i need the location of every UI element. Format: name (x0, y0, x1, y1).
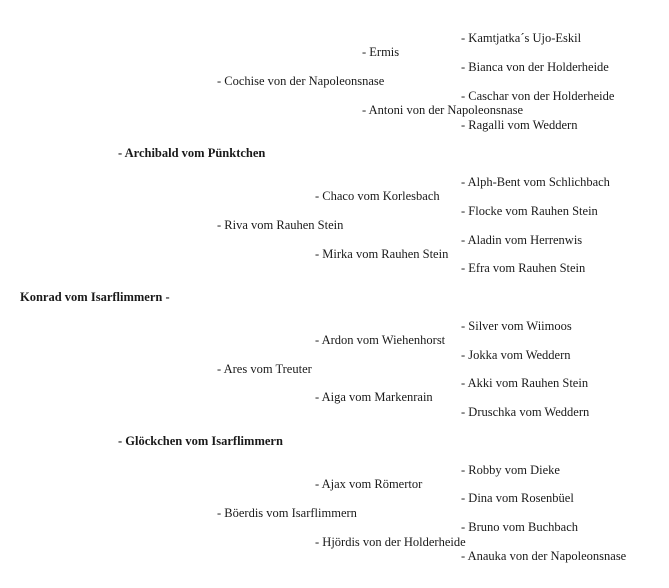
ancestor-gen3-1: - Ermis (362, 45, 400, 59)
ancestor-gen4-1: - Kamtjatka´s Ujo-Eskil (461, 31, 582, 45)
ancestor-gen4-6: - Flocke vom Rauhen Stein (461, 204, 598, 218)
ancestor-gen4-7: - Aladin vom Herrenwis (461, 233, 583, 247)
ancestor-gen3-7: - Ajax vom Römertor (315, 477, 423, 491)
ancestor-gen4-15: - Bruno vom Buchbach (461, 520, 578, 534)
dam-name: - Glöckchen vom Isarflimmern (118, 434, 283, 448)
sire-name: - Archibald vom Pünktchen (118, 146, 266, 160)
ancestor-gen4-14: - Dina vom Rosenbüel (461, 491, 574, 505)
ancestor-gen4-9: - Silver vom Wiimoos (461, 319, 572, 333)
subject-name: Konrad vom Isarflimmern - (20, 290, 170, 304)
ancestor-gen2-3: - Ares vom Treuter (217, 362, 312, 376)
ancestor-gen4-12: - Druschka vom Weddern (461, 405, 590, 419)
ancestor-gen4-3: - Caschar von der Holderheide (461, 89, 615, 103)
ancestor-gen4-2: - Bianca von der Holderheide (461, 60, 609, 74)
ancestor-gen4-4: - Ragalli vom Weddern (461, 118, 578, 132)
ancestor-gen3-8: - Hjördis von der Holderheide (315, 535, 466, 549)
ancestor-gen3-4: - Mirka vom Rauhen Stein (315, 247, 449, 261)
ancestor-gen3-2: - Antoni von der Napoleonsnase (362, 103, 524, 117)
ancestor-gen4-13: - Robby vom Dieke (461, 463, 560, 477)
ancestor-gen3-5: - Ardon vom Wiehenhorst (315, 333, 446, 347)
ancestor-gen2-2: - Riva vom Rauhen Stein (217, 218, 344, 232)
ancestor-gen4-10: - Jokka vom Weddern (461, 348, 571, 362)
ancestor-gen3-6: - Aiga vom Markenrain (315, 390, 433, 404)
ancestor-gen2-4: - Böerdis vom Isarflimmern (217, 506, 357, 520)
ancestor-gen4-8: - Efra vom Rauhen Stein (461, 261, 586, 275)
ancestor-gen4-16: - Anauka von der Napoleonsnase (461, 549, 627, 563)
ancestor-gen4-5: - Alph-Bent vom Schlichbach (461, 175, 610, 189)
ancestor-gen4-11: - Akki vom Rauhen Stein (461, 376, 589, 390)
ancestor-gen2-1: - Cochise von der Napoleonsnase (217, 74, 385, 88)
ancestor-gen3-3: - Chaco vom Korlesbach (315, 189, 440, 203)
